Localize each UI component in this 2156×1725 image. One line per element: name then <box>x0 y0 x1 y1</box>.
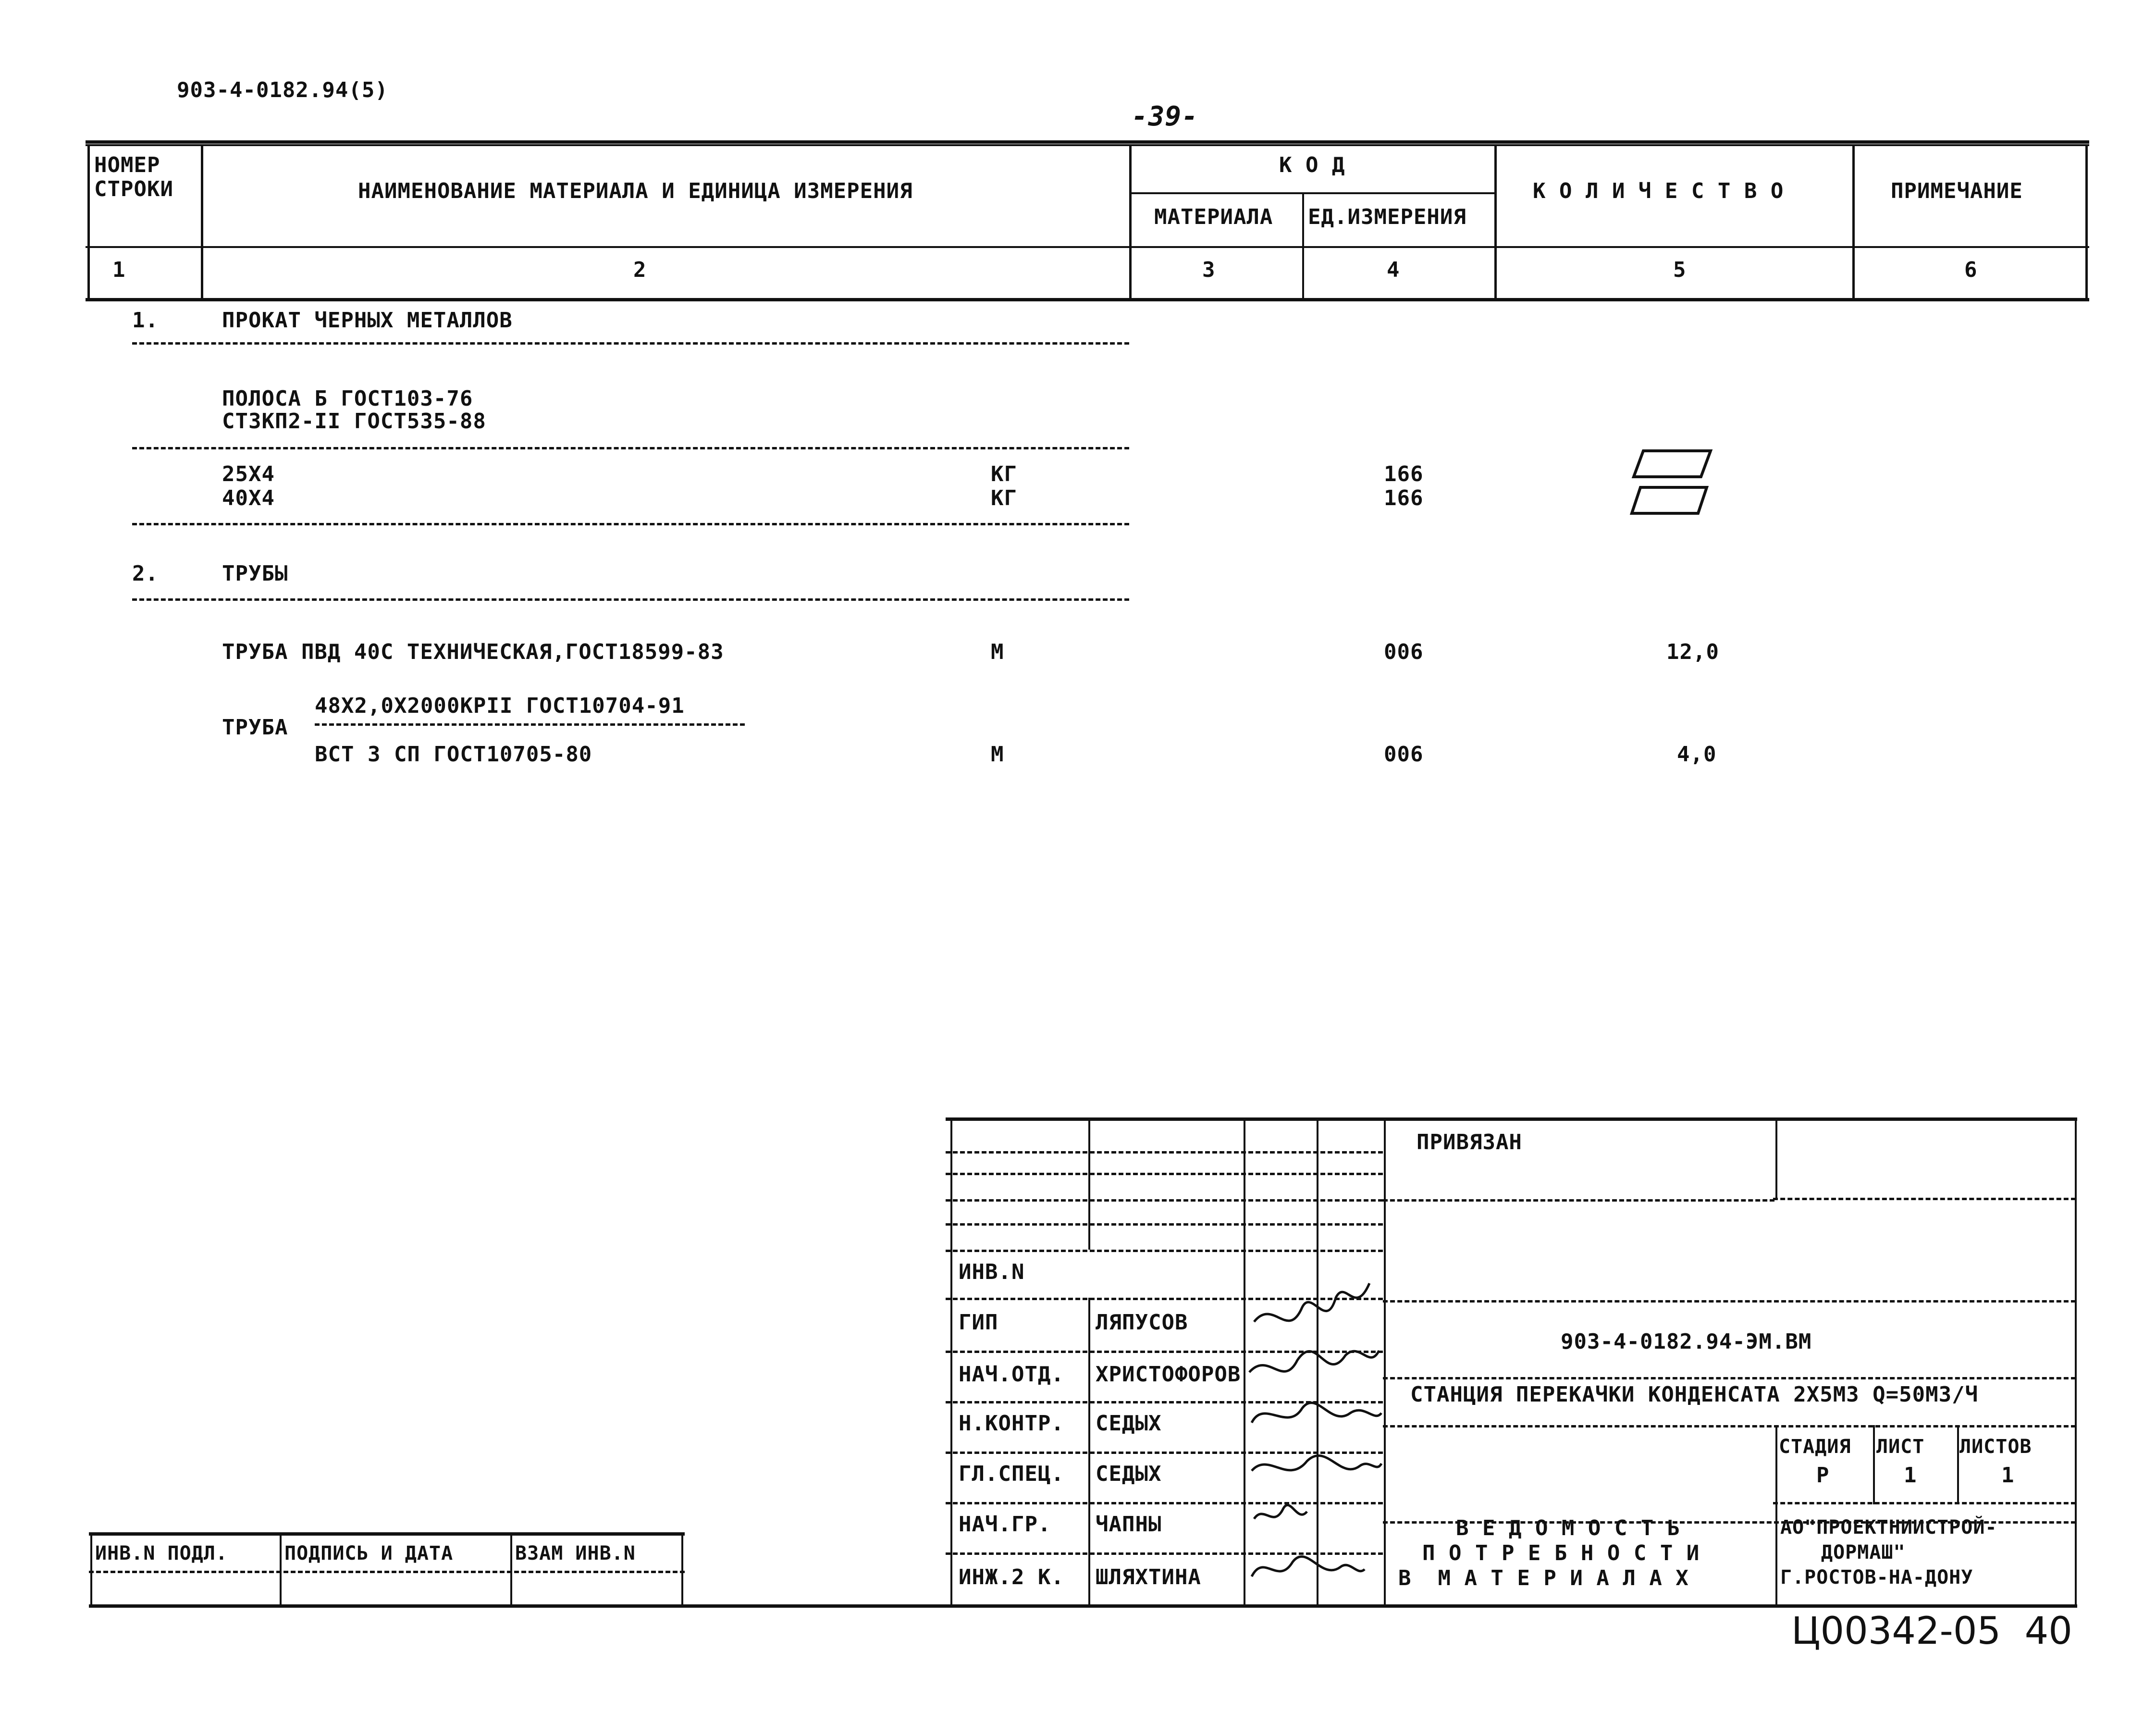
signature-date-label: ПОДПИСЬ И ДАТА <box>284 1542 454 1564</box>
document-title-line-2: П О Т Р Е Б Н О С Т И <box>1422 1541 1700 1565</box>
col-header-code-material: МАТЕРИАЛА <box>1154 205 1273 229</box>
col-header-row-number-1: НОМЕР <box>94 153 160 177</box>
replacement-inventory-label: ВЗАМ ИНВ.N <box>515 1542 636 1564</box>
col-number-1: 1 <box>112 258 126 282</box>
person-name: ШЛЯХТИНА <box>1096 1565 1201 1589</box>
handwritten-signatures <box>1244 1269 1384 1596</box>
sheet-value: 1 <box>1904 1463 1917 1488</box>
document-title-line-3: В М А Т Е Р И А Л А Х <box>1398 1566 1689 1590</box>
role-label: ГЛ.СПЕЦ. <box>959 1462 1064 1486</box>
signature-3 <box>1252 1403 1381 1423</box>
col-header-code-unit: ЕД.ИЗМЕРЕНИЯ <box>1308 205 1466 229</box>
row-unit: КГ <box>991 486 1017 510</box>
role-label: НАЧ.ГР. <box>959 1512 1051 1537</box>
role-label: ИНЖ.2 К. <box>959 1565 1064 1589</box>
row-prefix: ТРУБА <box>222 715 288 740</box>
row-numerator: 48X2,0X2000КРII ГОСТ10704-91 <box>315 694 685 718</box>
signature-6 <box>1252 1557 1365 1576</box>
archive-number: Ц00342-05 40 <box>1791 1610 2072 1653</box>
page-number: -39- <box>1132 101 1198 132</box>
row-name: ТРУБА ПВД 40С ТЕХНИЧЕСКАЯ,ГОСТ18599-83 <box>222 640 724 664</box>
role-label: ГИП <box>959 1310 998 1335</box>
group-title-line-2: СТ3КП2-II ГОСТ535-88 <box>222 409 486 434</box>
row-name: 40X4 <box>222 486 275 510</box>
col-header-material-name: НАИМЕНОВАНИЕ МАТЕРИАЛА И ЕДИНИЦА ИЗМЕРЕНИЯ <box>358 179 913 203</box>
signature-4 <box>1252 1456 1381 1471</box>
document-code: 903-4-0182.94(5) <box>177 78 388 102</box>
quantity-parallelogram-2 <box>1632 487 1707 513</box>
inventory-number-label: ИНВ.N <box>959 1260 1025 1284</box>
stage-value: Р <box>1816 1463 1830 1488</box>
handwritten-quantity-marks <box>1629 447 1715 519</box>
col-header-code: К О Д <box>1279 153 1345 177</box>
organization-line-1: АО"ПРОЕКТНИИСТРОЙ- <box>1780 1516 1997 1539</box>
signature-1 <box>1254 1283 1369 1322</box>
sheet-header: ЛИСТ <box>1876 1436 1925 1458</box>
attached-label: ПРИВЯЗАН <box>1417 1130 1522 1154</box>
section-title: ТРУБЫ <box>222 561 288 586</box>
section-number: 2. <box>132 561 159 586</box>
row-unit: КГ <box>991 462 1017 486</box>
col-number-3: 3 <box>1202 258 1216 282</box>
stage-header: СТАДИЯ <box>1779 1436 1851 1458</box>
row-quantity: 12,0 <box>1666 640 1719 664</box>
role-label: НАЧ.ОТД. <box>959 1362 1064 1387</box>
sheets-value: 1 <box>2001 1463 2015 1488</box>
person-name: ХРИСТОФОРОВ <box>1096 1362 1241 1387</box>
inventory-original-label: ИНВ.N ПОДЛ. <box>95 1542 228 1564</box>
person-name: ЧАПНЫ <box>1096 1512 1162 1537</box>
organization-line-3: Г.РОСТОВ-НА-ДОНУ <box>1780 1566 1973 1588</box>
row-quantity: 4,0 <box>1677 742 1717 767</box>
row-unit-code: 166 <box>1384 486 1424 510</box>
col-header-quantity: К О Л И Ч Е С Т В О <box>1533 179 1784 203</box>
col-number-6: 6 <box>1964 258 1978 282</box>
section-title: ПРОКАТ ЧЕРНЫХ МЕТАЛЛОВ <box>222 308 513 333</box>
row-denominator: ВСТ 3 СП ГОСТ10705-80 <box>315 742 592 767</box>
col-number-5: 5 <box>1673 258 1687 282</box>
signature-5 <box>1254 1505 1307 1519</box>
row-unit: М <box>991 640 1004 664</box>
document-title-line-1: В Е Д О М О С Т Ь <box>1456 1516 1681 1540</box>
row-unit: М <box>991 742 1004 767</box>
section-number: 1. <box>132 308 159 333</box>
row-unit-code: 166 <box>1384 462 1424 486</box>
person-name: СЕДЫХ <box>1096 1411 1162 1436</box>
drawing-code: 903-4-0182.94-ЭМ.ВМ <box>1561 1329 1812 1354</box>
station-name: СТАНЦИЯ ПЕРЕКАЧКИ КОНДЕНСАТА 2X5М3 Q=50М3/Ч <box>1410 1382 1979 1407</box>
row-name: 25X4 <box>222 462 275 486</box>
signature-2 <box>1249 1351 1379 1372</box>
role-label: Н.КОНТР. <box>959 1411 1064 1436</box>
col-header-row-number-2: СТРОКИ <box>94 177 173 201</box>
group-title-line-1: ПОЛОСА Б ГОСТ103-76 <box>222 386 473 411</box>
person-name: ЛЯПУСОВ <box>1096 1310 1188 1335</box>
sheets-header: ЛИСТОВ <box>1959 1436 2032 1458</box>
person-name: СЕДЫХ <box>1096 1462 1162 1486</box>
col-number-2: 2 <box>633 258 647 282</box>
row-unit-code: 006 <box>1384 742 1424 767</box>
row-unit-code: 006 <box>1384 640 1424 664</box>
quantity-parallelogram-1 <box>1634 451 1711 477</box>
col-header-note: ПРИМЕЧАНИЕ <box>1891 179 2023 203</box>
organization-line-2: ДОРМАШ" <box>1821 1541 1906 1564</box>
col-number-4: 4 <box>1387 258 1400 282</box>
